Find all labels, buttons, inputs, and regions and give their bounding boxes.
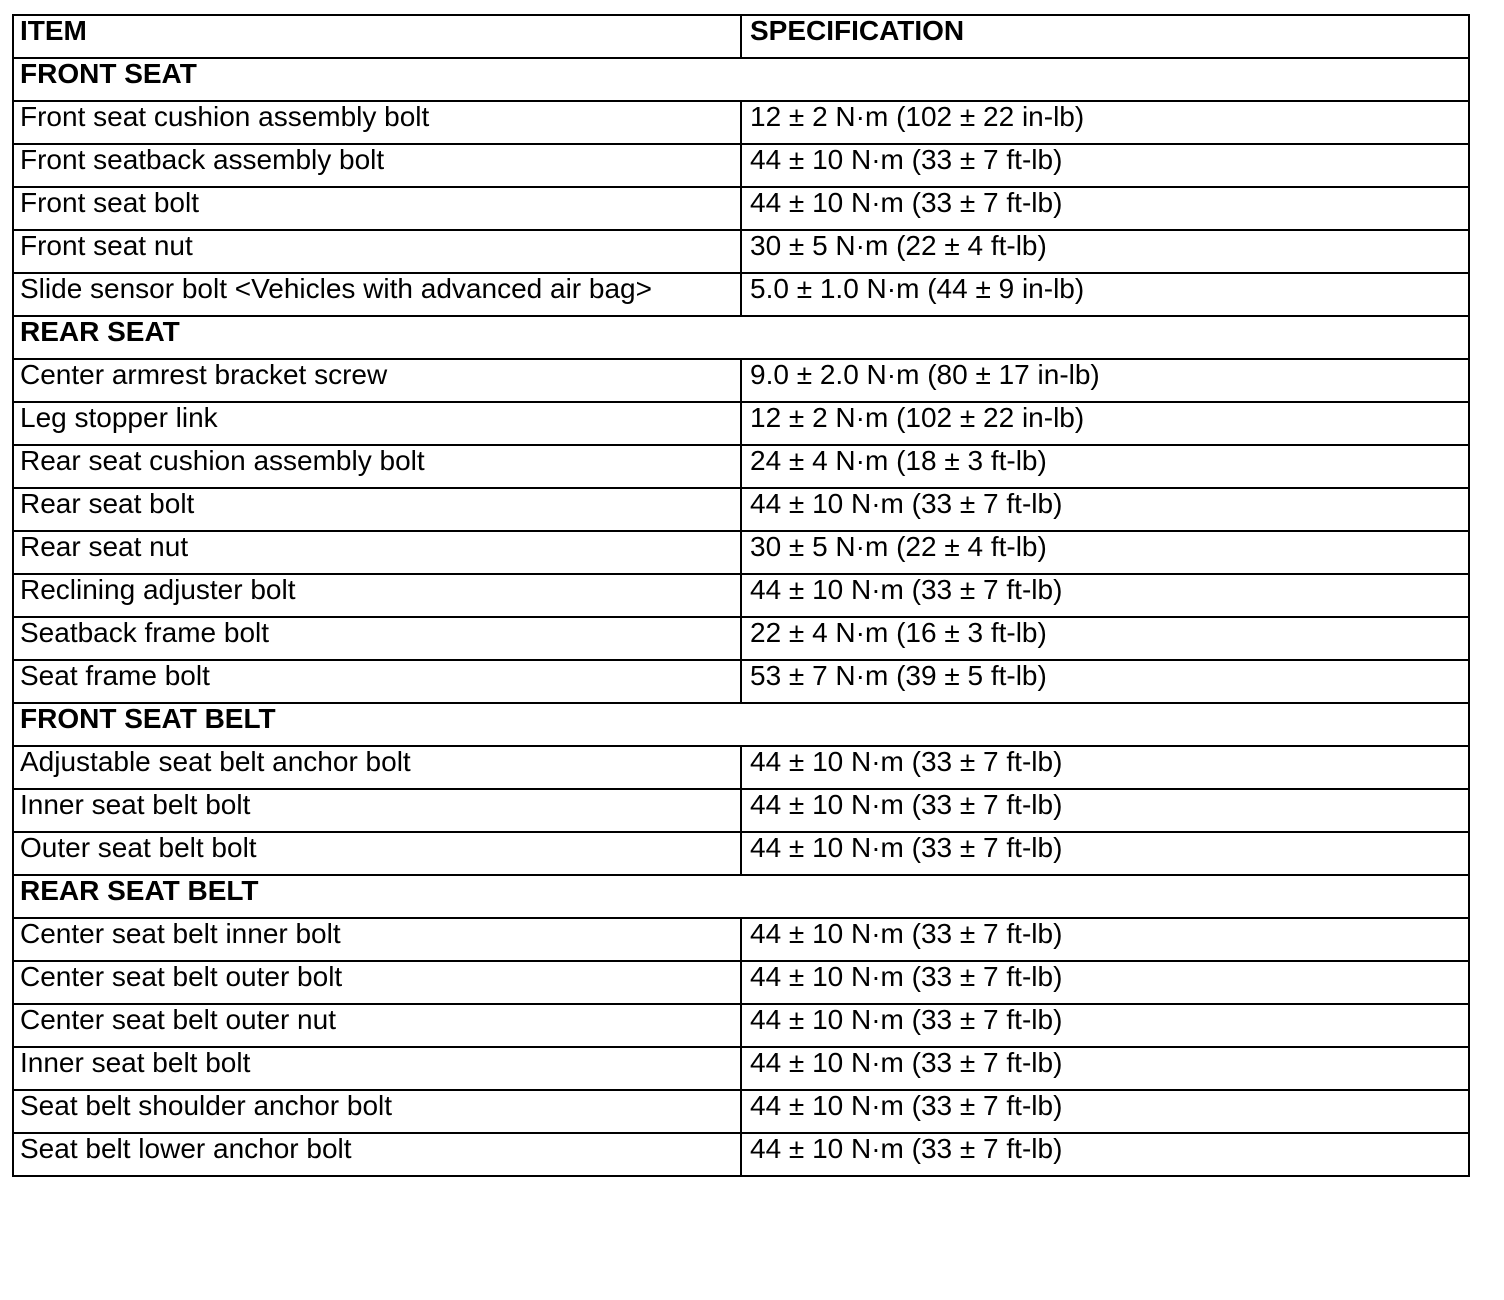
section-title: REAR SEAT BELT xyxy=(13,875,1469,918)
spec-table-body xyxy=(13,15,1469,1176)
specification-cell: 44 ± 10 N·m (33 ± 7 ft-lb) xyxy=(741,832,1469,875)
section-title: FRONT SEAT BELT xyxy=(13,703,1469,746)
item-cell: Inner seat belt bolt xyxy=(13,1047,741,1090)
item-cell: Seat belt shoulder anchor bolt xyxy=(13,1090,741,1133)
table-row xyxy=(13,359,1469,402)
specification-cell: 44 ± 10 N·m (33 ± 7 ft-lb) xyxy=(741,789,1469,832)
table-row xyxy=(13,1133,1469,1176)
torque-spec-table xyxy=(12,14,1470,1177)
item-cell: Adjustable seat belt anchor bolt xyxy=(13,746,741,789)
specification-cell: 5.0 ± 1.0 N·m (44 ± 9 in-lb) xyxy=(741,273,1469,316)
table-row xyxy=(13,918,1469,961)
item-cell: Reclining adjuster bolt xyxy=(13,574,741,617)
table-row xyxy=(13,531,1469,574)
specification-cell: 30 ± 5 N·m (22 ± 4 ft-lb) xyxy=(741,531,1469,574)
section-heading-row xyxy=(13,703,1469,746)
item-cell: Rear seat cushion assembly bolt xyxy=(13,445,741,488)
table-row xyxy=(13,445,1469,488)
header-specification: SPECIFICATION xyxy=(741,15,1469,58)
specification-cell: 12 ± 2 N·m (102 ± 22 in-lb) xyxy=(741,402,1469,445)
item-cell: Inner seat belt bolt xyxy=(13,789,741,832)
item-cell: Center seat belt outer bolt xyxy=(13,961,741,1004)
table-row xyxy=(13,617,1469,660)
table-row xyxy=(13,230,1469,273)
specification-cell: 44 ± 10 N·m (33 ± 7 ft-lb) xyxy=(741,1004,1469,1047)
item-cell: Rear seat nut xyxy=(13,531,741,574)
item-cell: Seat belt lower anchor bolt xyxy=(13,1133,741,1176)
table-row xyxy=(13,273,1469,316)
item-cell: Outer seat belt bolt xyxy=(13,832,741,875)
specification-cell: 30 ± 5 N·m (22 ± 4 ft-lb) xyxy=(741,230,1469,273)
item-cell: Front seat cushion assembly bolt xyxy=(13,101,741,144)
table-row xyxy=(13,789,1469,832)
item-cell: Rear seat bolt xyxy=(13,488,741,531)
specification-cell: 44 ± 10 N·m (33 ± 7 ft-lb) xyxy=(741,574,1469,617)
item-cell: Seat frame bolt xyxy=(13,660,741,703)
table-row xyxy=(13,402,1469,445)
specification-cell: 44 ± 10 N·m (33 ± 7 ft-lb) xyxy=(741,746,1469,789)
table-row xyxy=(13,187,1469,230)
specification-cell: 12 ± 2 N·m (102 ± 22 in-lb) xyxy=(741,101,1469,144)
specification-cell: 44 ± 10 N·m (33 ± 7 ft-lb) xyxy=(741,488,1469,531)
item-cell: Center seat belt inner bolt xyxy=(13,918,741,961)
specification-cell: 24 ± 4 N·m (18 ± 3 ft-lb) xyxy=(741,445,1469,488)
item-cell: Seatback frame bolt xyxy=(13,617,741,660)
section-heading-row xyxy=(13,58,1469,101)
specification-cell: 44 ± 10 N·m (33 ± 7 ft-lb) xyxy=(741,1133,1469,1176)
table-row xyxy=(13,832,1469,875)
specification-cell: 44 ± 10 N·m (33 ± 7 ft-lb) xyxy=(741,961,1469,1004)
table-row xyxy=(13,101,1469,144)
table-header-row xyxy=(13,15,1469,58)
section-heading-row xyxy=(13,875,1469,918)
item-cell: Leg stopper link xyxy=(13,402,741,445)
item-cell: Front seat bolt xyxy=(13,187,741,230)
table-row xyxy=(13,574,1469,617)
specification-cell: 44 ± 10 N·m (33 ± 7 ft-lb) xyxy=(741,1090,1469,1133)
table-row xyxy=(13,746,1469,789)
specification-cell: 44 ± 10 N·m (33 ± 7 ft-lb) xyxy=(741,1047,1469,1090)
table-row xyxy=(13,1090,1469,1133)
item-cell: Front seat nut xyxy=(13,230,741,273)
table-row xyxy=(13,144,1469,187)
specification-cell: 53 ± 7 N·m (39 ± 5 ft-lb) xyxy=(741,660,1469,703)
item-cell: Front seatback assembly bolt xyxy=(13,144,741,187)
header-item: ITEM xyxy=(13,15,741,58)
table-row xyxy=(13,660,1469,703)
table-row xyxy=(13,1004,1469,1047)
specification-cell: 44 ± 10 N·m (33 ± 7 ft-lb) xyxy=(741,187,1469,230)
table-row xyxy=(13,1047,1469,1090)
table-row xyxy=(13,961,1469,1004)
specification-cell: 44 ± 10 N·m (33 ± 7 ft-lb) xyxy=(741,918,1469,961)
section-title: REAR SEAT xyxy=(13,316,1469,359)
section-title: FRONT SEAT xyxy=(13,58,1469,101)
section-heading-row xyxy=(13,316,1469,359)
table-row xyxy=(13,488,1469,531)
specification-cell: 22 ± 4 N·m (16 ± 3 ft-lb) xyxy=(741,617,1469,660)
item-cell: Center seat belt outer nut xyxy=(13,1004,741,1047)
item-cell: Slide sensor bolt <Vehicles with advanced air bag> xyxy=(13,273,741,316)
item-cell: Center armrest bracket screw xyxy=(13,359,741,402)
specification-cell: 44 ± 10 N·m (33 ± 7 ft-lb) xyxy=(741,144,1469,187)
specification-cell: 9.0 ± 2.0 N·m (80 ± 17 in-lb) xyxy=(741,359,1469,402)
